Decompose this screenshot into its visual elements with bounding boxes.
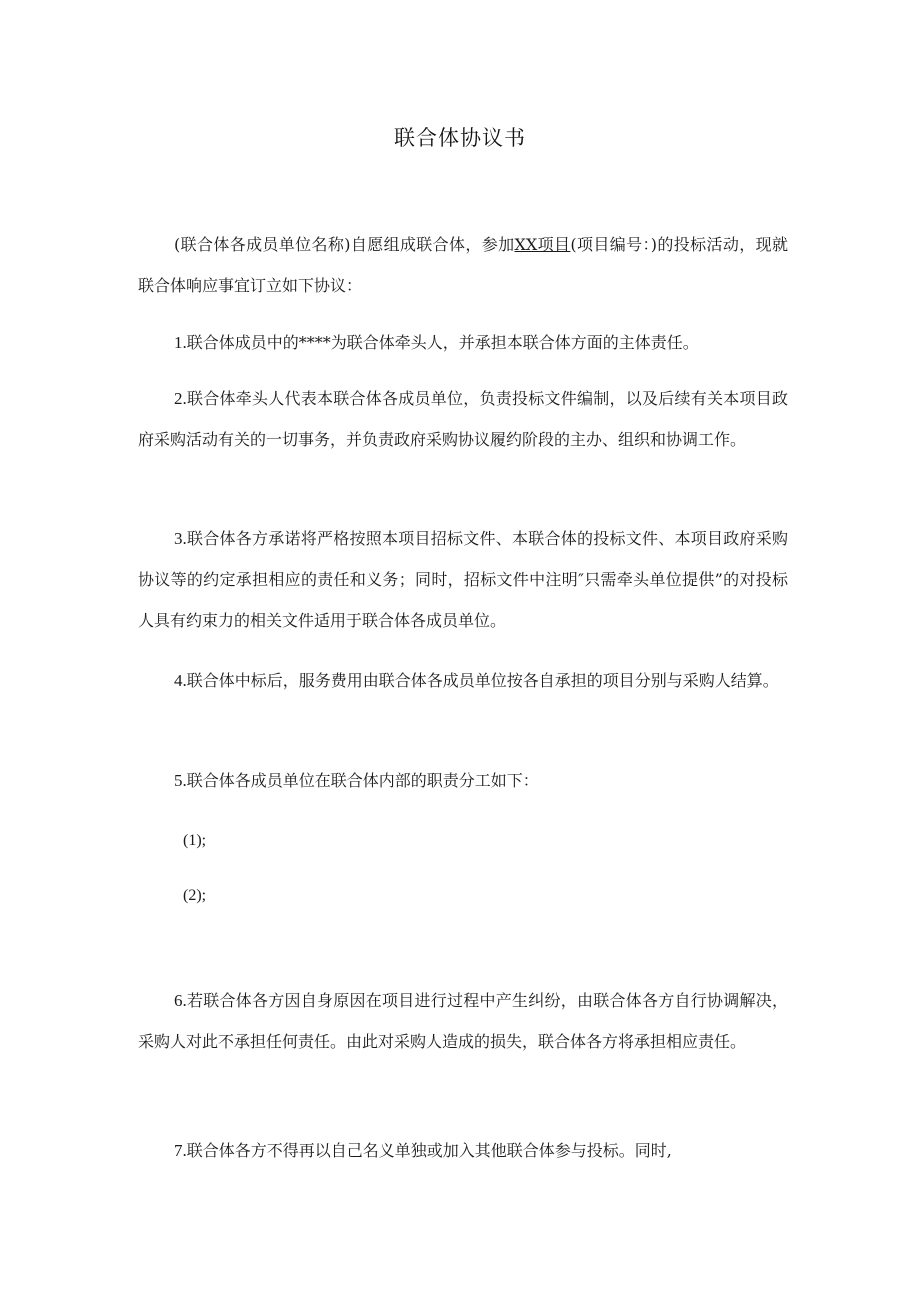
intro-text-part2: (项目编号：)的投标活动，现就联合体响应事宜订立如下协议：: [138, 235, 788, 295]
clause-number: 5.: [174, 771, 187, 790]
project-name: XX项目: [514, 235, 571, 254]
subitem-1: (1);: [183, 832, 207, 849]
clause-number: 2.: [174, 389, 187, 408]
clause-number: 1.: [174, 333, 187, 352]
intro-paragraph: [138, 224, 788, 306]
clause-4: [138, 660, 788, 701]
clause-3: [138, 518, 788, 641]
intro-text-part1: (联合体各成员单位名称)自愿组成联合体，参加: [174, 235, 515, 254]
clause-number: 6.: [174, 991, 187, 1010]
clause-7: [138, 1130, 788, 1171]
clause-text: 联合体各方承诺将严格按照本项目招标文件、本联合体的投标文件、本项目政府采购协议等的约定承担相应的责任和义务；同时，招标文件中注明″只需牵头单位提供”的对投标人具有约束力的相关文件适用于联合体各成员单位。: [138, 529, 788, 630]
clause-number: 7.: [174, 1141, 187, 1160]
subitem-2: (2);: [183, 887, 207, 904]
clause-5: [138, 760, 788, 801]
clause-6: [138, 980, 788, 1062]
clause-text: 联合体各成员单位在联合体内部的职责分工如下：: [186, 771, 539, 790]
clause-text: 若联合体各方因自身原因在项目进行过程中产生纠纷，由联合体各方自行协调解决，采购人对此不承担任何责任。由此对采购人造成的损失，联合体各方将承担相应责任。: [138, 991, 788, 1051]
clause-text: 联合体牵头人代表本联合体各成员单位，负责投标文件编制，以及后续有关本项目政府采购活动有关的一切事务，并负责政府采购协议履约阶段的主办、组织和协调工作。: [138, 389, 788, 449]
clause-text: 联合体各方不得再以自己名义单独或加入其他联合体参与投标。同时,: [186, 1141, 672, 1160]
clause-number: 4.: [174, 671, 187, 690]
clause-1: [138, 322, 788, 363]
clause-2: [138, 378, 788, 460]
clause-text: 联合体成员中的****为联合体牵头人，并承担本联合体方面的主体责任。: [186, 333, 699, 352]
clause-text: 联合体中标后，服务费用由联合体各成员单位按各自承担的项目分别与采购人结算。: [186, 671, 779, 690]
clause-number: 3.: [174, 529, 187, 548]
document-title: 联合体协议书: [394, 126, 526, 150]
